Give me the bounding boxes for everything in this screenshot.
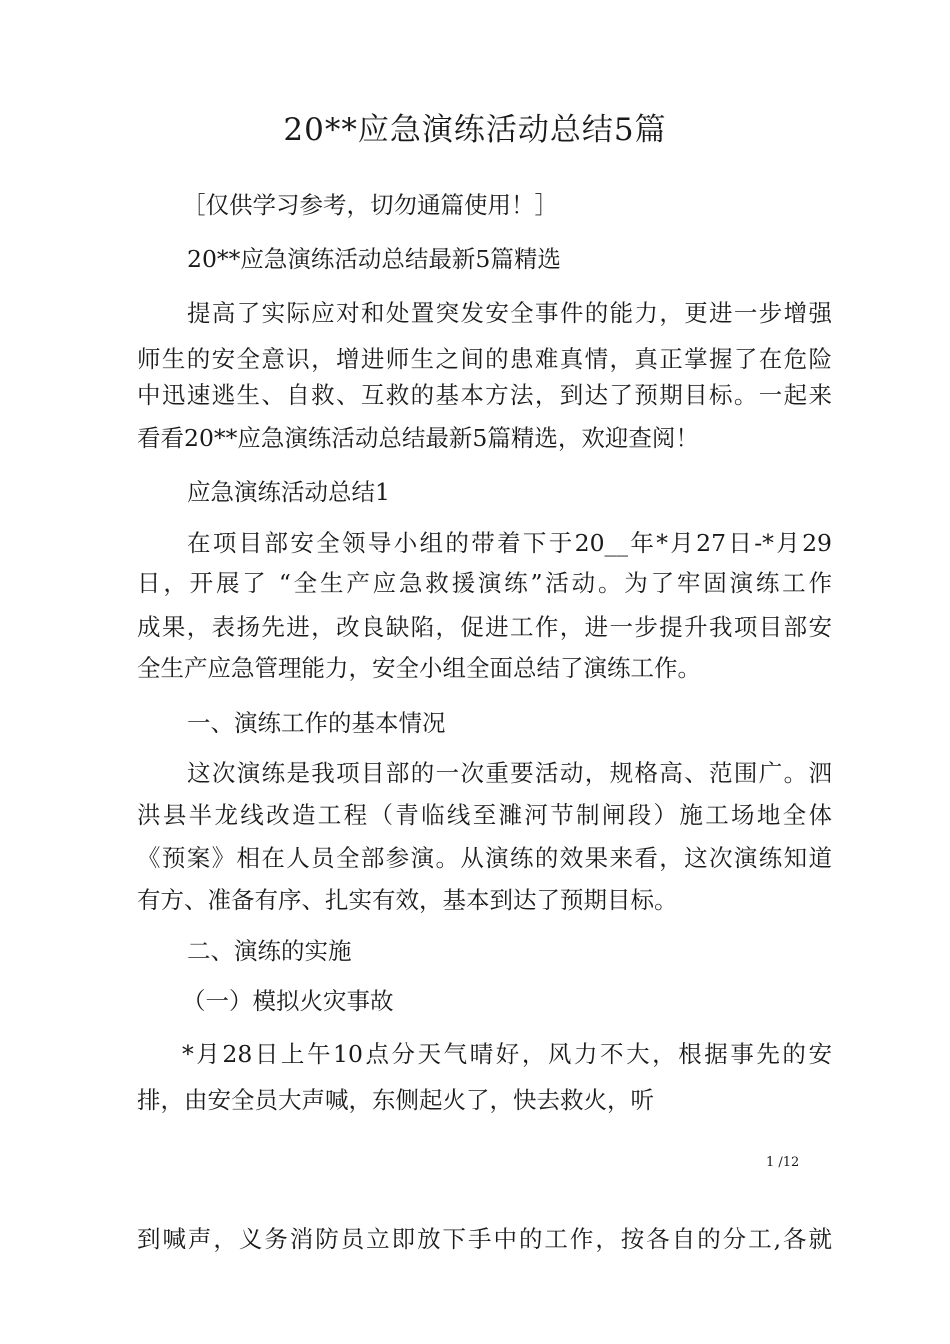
section-heading: 一、演练工作的基本情况 <box>187 709 446 737</box>
paragraph-line: 排，由安全员大声喊，东侧起火了，快去救火，听 <box>137 1086 654 1114</box>
paragraph-line: 在项目部安全领导小组的带着下于20__年*月27日-*月29 <box>187 529 832 557</box>
paragraph-line: 《预案》相在人员全部参演。从演练的效果来看，这次演练知道 <box>137 844 832 872</box>
paragraph-line: 有方、准备有序、扎实有效，基本到达了预期目标。 <box>137 886 678 914</box>
intro-line: 中迅速逃生、自救、互救的基本方法，到达了预期目标。一起来 <box>137 381 832 409</box>
usage-notice: ［仅供学习参考，切勿通篇使用！］ <box>182 191 558 219</box>
document-title: 20**应急演练活动总结5篇 <box>283 112 667 148</box>
intro-line: 提高了实际应对和处置突发安全事件的能力，更进一步增强 <box>187 299 832 327</box>
paragraph-line: *月28日上午10点分天气晴好，风力不大，根据事先的安 <box>182 1040 832 1068</box>
paragraph-line: 全生产应急管理能力，安全小组全面总结了演练工作。 <box>137 654 701 682</box>
paragraph-line: 成果，表扬先进，改良缺陷，促进工作，进一步提升我项目部安 <box>137 613 832 641</box>
next-page-line: 到喊声，义务消防员立即放下手中的工作，按各自的分工,各就 <box>137 1225 832 1253</box>
subsection-heading: （一）模拟火灾事故 <box>182 987 394 1015</box>
paragraph-line: 洪县半龙线改造工程（青临线至濉河节制闸段）施工场地全体 <box>137 801 832 829</box>
section-title: 应急演练活动总结1 <box>187 478 390 506</box>
page-number: 1 /12 <box>766 1155 800 1170</box>
intro-line: 看看20**应急演练活动总结最新5篇精选，欢迎查阅！ <box>137 424 699 452</box>
paragraph-line: 日，开展了 “全生产应急救援演练”活动。为了牢固演练工作 <box>137 569 832 597</box>
intro-line: 师生的安全意识，增进师生之间的患难真情，真正掌握了在危险 <box>137 345 832 373</box>
paragraph-line: 这次演练是我项目部的一次重要活动，规格高、范围广。泗 <box>187 759 832 787</box>
document-subtitle: 20**应急演练活动总结最新5篇精选 <box>187 245 561 273</box>
section-heading: 二、演练的实施 <box>187 937 352 965</box>
